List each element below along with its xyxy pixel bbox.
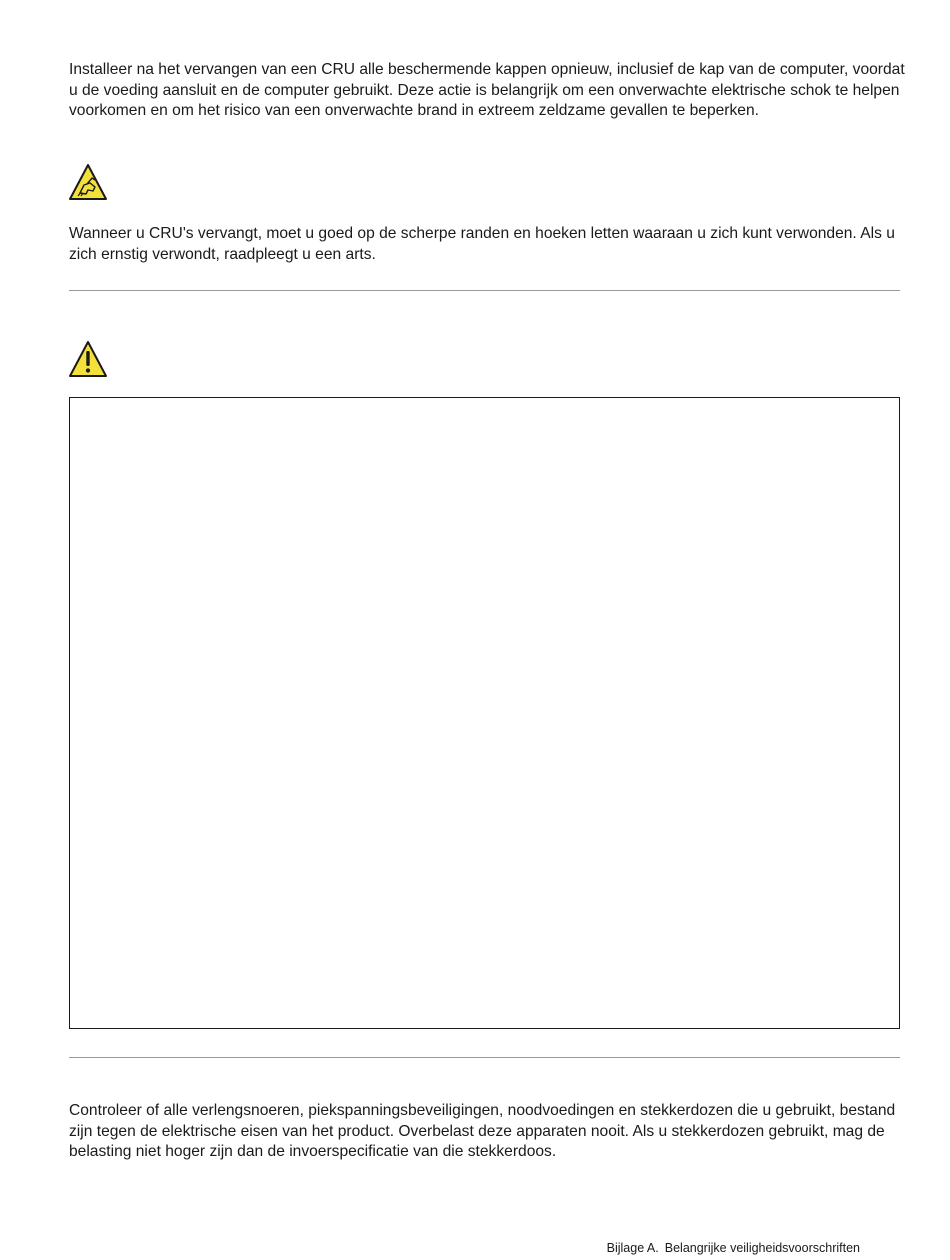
page-footer: [607, 1241, 860, 1255]
paragraph-cru-covers: Installeer na het vervangen van een CRU alle beschermende kappen opnieuw, inclusief de kap van de computer, voordat u de voeding aansluit en de computer gebruikt. Deze actie is belangrijk om een onverwachte elektrische schok te helpen voorkomen en om het risico van een onverwachte brand in extreem zeldzame gevallen te beperken.: [69, 61, 905, 119]
caution-warning-icon: [68, 340, 108, 378]
caution-notice-box: [69, 397, 900, 1029]
paragraph-extension-cords: Controleer of alle verlengsnoeren, piekspanningsbeveiligingen, noodvoedingen en stekkerdozen die u gebruikt, bestand zijn tegen de elektrische eisen van het product. Overbelast deze apparaten nooit. Als u stekkerdozen gebruikt, mag de belasting niet hoger zijn dan de invoerspecificatie van die stekkerdoos.: [69, 1102, 896, 1160]
section-divider: [69, 1057, 900, 1058]
paragraph-sharp-edges: Wanneer u CRU's vervangt, moet u goed op de scherpe randen en hoeken letten waaraan u zich kunt verwonden. Als u zich ernstig verwondt, raadpleegt u een arts.: [69, 225, 895, 263]
sharp-edge-warning-icon: [68, 163, 108, 201]
footer-title: Belangrijke veiligheidsvoorschriften: [664, 1241, 860, 1255]
section-divider: [69, 290, 900, 291]
footer-section: Bijlage A.: [606, 1241, 659, 1255]
